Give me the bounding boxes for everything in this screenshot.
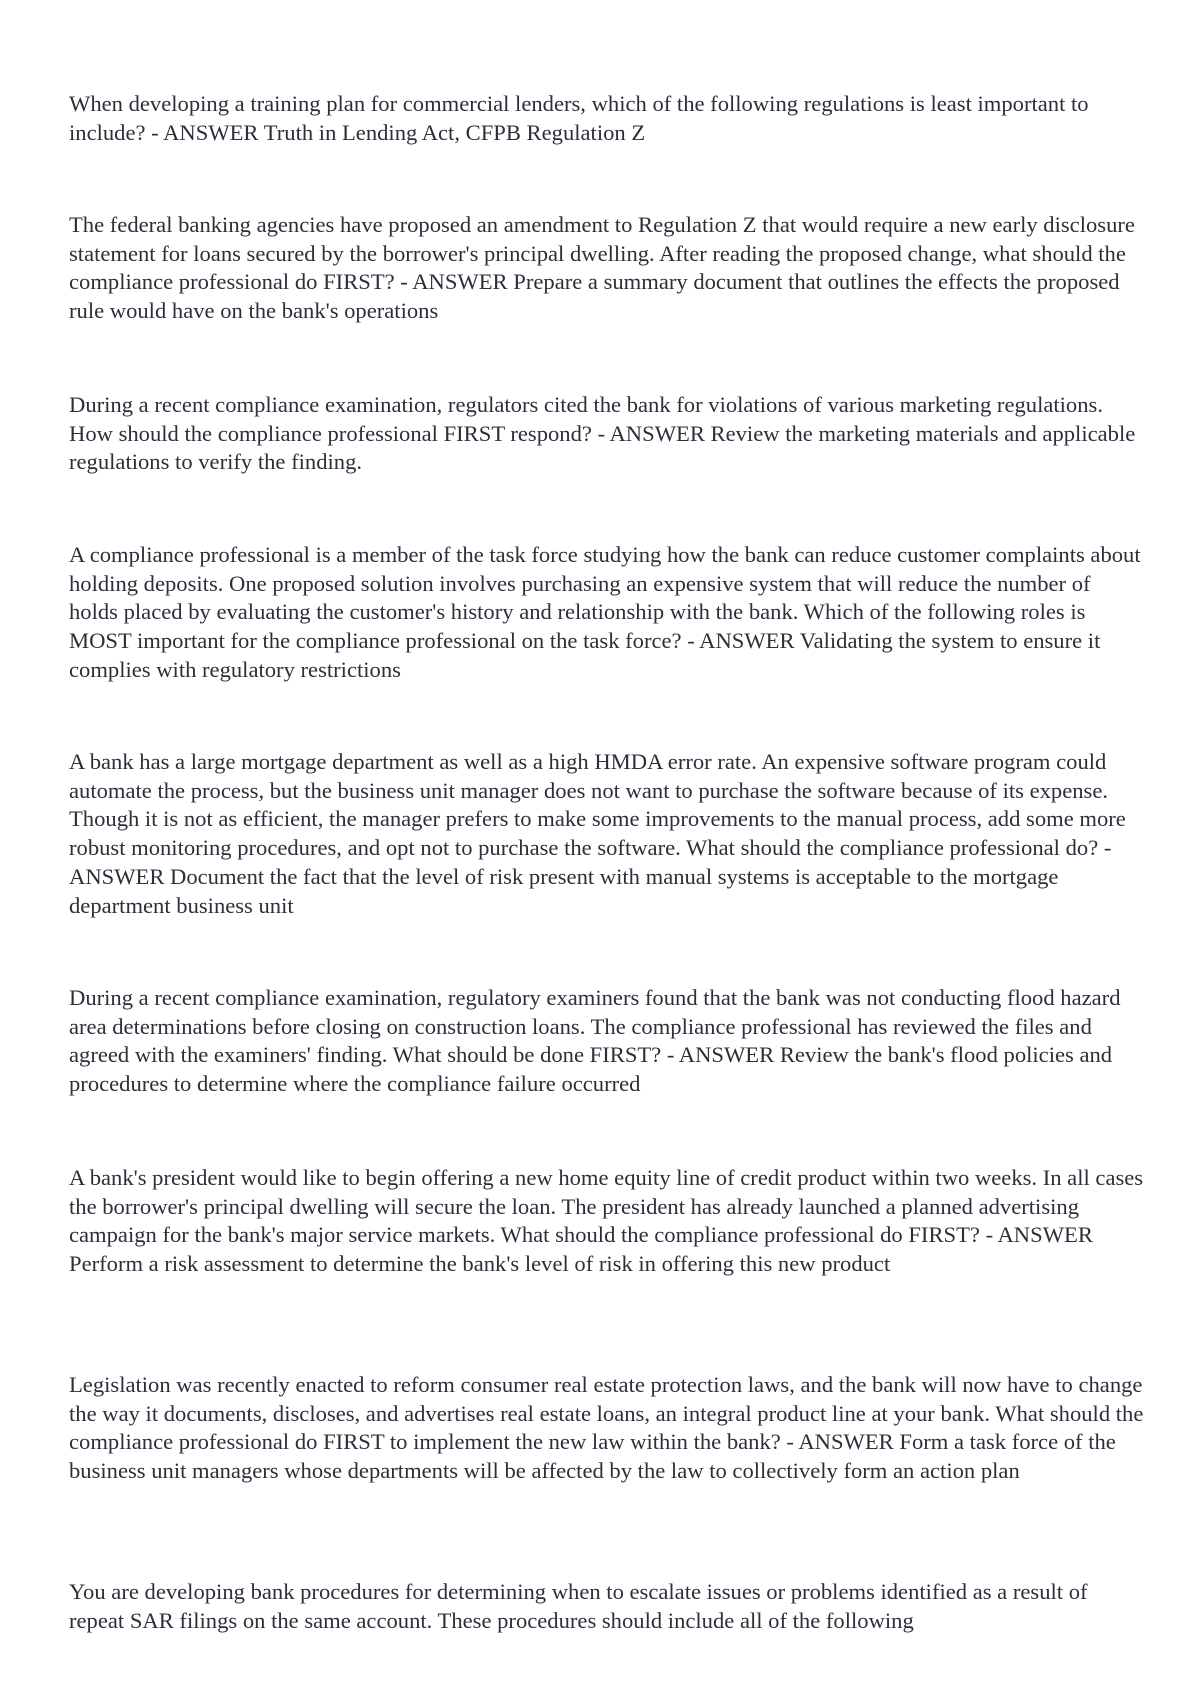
qa-entry-regulation-z-amendment: The federal banking agencies have proposed an amendment to Regulation Z that would require a new early disclosure statement for loans secured by the borrower's principal dwelling. After reading the proposed change, what should the compliance professional do FIRST? - ANSWER Prepare a summary document that outlines the effects the proposed rule would have on the bank's operations xyxy=(69,212,1135,324)
qa-entry-training-plan: When developing a training plan for commercial lenders, which of the following regulations is least important to include? - ANSWER Truth in Lending Act, CFPB Regulation Z xyxy=(69,91,1089,145)
qa-entry-flood-determinations: During a recent compliance examination, regulatory examiners found that the bank was not conducting flood hazard area determinations before closing on construction loans. The compliance professional has reviewed the files and agreed with the examiners' finding. What should be done FIRST? - ANSWER Review the bank's flood policies and procedures to determine where the compliance failure occurred xyxy=(69,985,1121,1097)
qa-entry-home-equity-product: A bank's president would like to begin offering a new home equity line of credit product within two weeks. In all cases the borrower's principal dwelling will secure the loan. The president has already launched a planned advertising campaign for the bank's major service markets. What should the compliance professional do FIRST? - ANSWER Perform a risk assessment to determine the bank's level of risk in offering this new product xyxy=(69,1165,1144,1277)
qa-entry-deposit-holds-task-force: A compliance professional is a member of the task force studying how the bank can reduce customer complaints about holding deposits. One proposed solution involves purchasing an expensive system that will reduce the number of holds placed by evaluating the customer's history and relationship with the bank. Which of the following roles is MOST important for the compliance professional on the task force? - ANSWER Validating the system to ensure it complies with regulatory restrictions xyxy=(69,542,1141,682)
qa-entry-hmda-error-rate: A bank has a large mortgage department as well as a high HMDA error rate. An expensive software program could automate the process, but the business unit manager does not want to purchase the software because of its expense. Though it is not as efficient, the manager prefers to make some improvements to the manual process, add some more robust monitoring procedures, and opt not to purchase the software. What should the compliance professional do? - ANSWER Document the fact that the level of risk present with manual systems is acceptable to the mortgage department business unit xyxy=(69,749,1126,918)
qa-entry-marketing-violations: During a recent compliance examination, regulators cited the bank for violations of various marketing regulations. How should the compliance professional FIRST respond? - ANSWER Review the marketing materials and applicable regulations to verify the finding. xyxy=(69,392,1136,475)
qa-entry-legislation-reform: Legislation was recently enacted to reform consumer real estate protection laws, and the bank will now have to change the way it documents, discloses, and advertises real estate loans, an integral product line at your bank. What should the compliance professional do FIRST to implement the new law within the bank? - ANSWER Form a task force of the business unit managers whose departments will be affected by the law to collectively form an action plan xyxy=(69,1372,1144,1484)
qa-entry-sar-escalation: You are developing bank procedures for determining when to escalate issues or problems identified as a result of repeat SAR filings on the same account. These procedures should include all of the following xyxy=(69,1579,1088,1633)
